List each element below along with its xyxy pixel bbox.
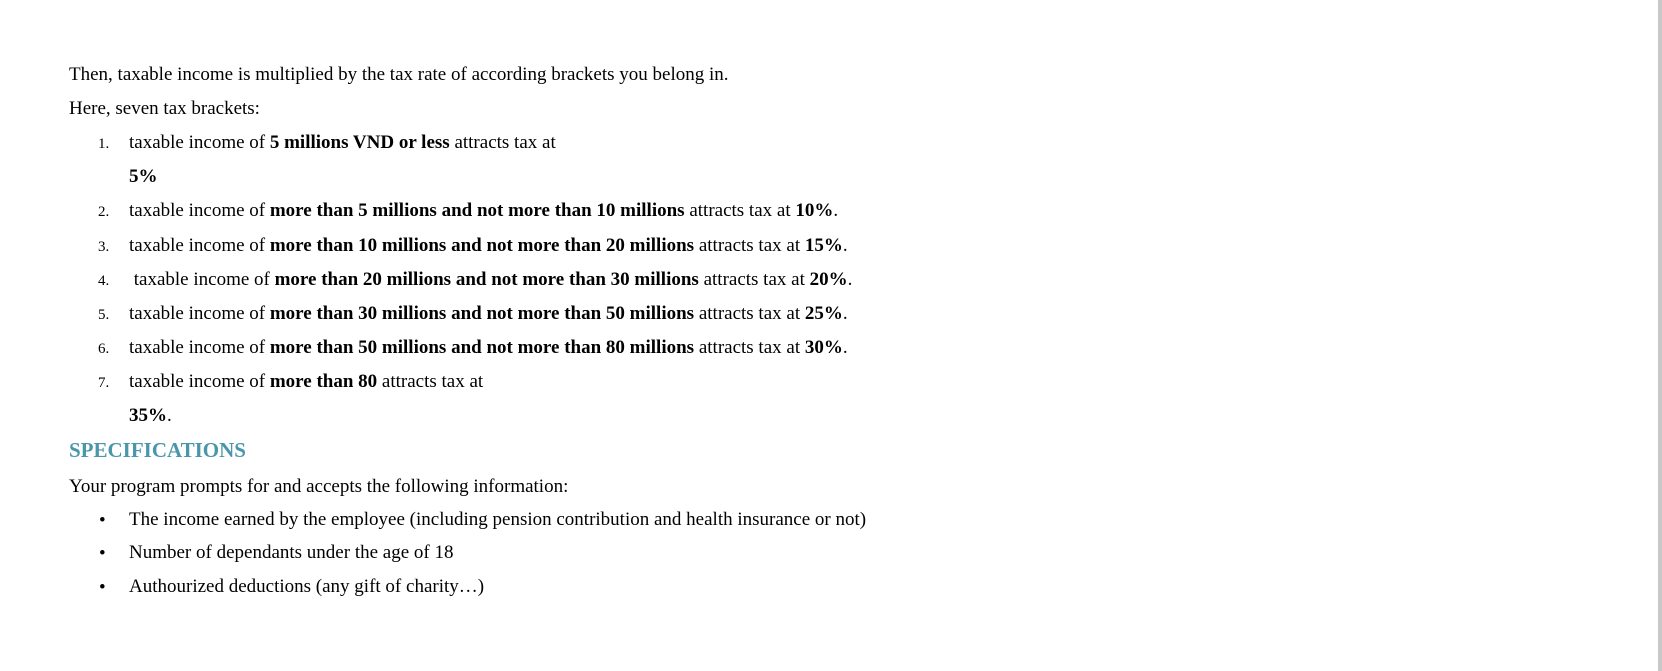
intro-line: Then, taxable income is multiplied by the tax rate of according brackets you belong in. [69,64,729,85]
section-heading: SPECIFICATIONS [69,438,246,462]
list-item: taxable income of more than 30 millions and not more than 50 millions attracts tax at 25%. [129,303,848,324]
list-number: 5. [98,307,110,323]
list-number: 7. [98,375,110,391]
bullet-icon: • [99,510,106,531]
list-item-continuation: 5% [129,166,158,187]
bullet-icon: • [99,577,106,598]
list-number: 6. [98,341,110,357]
list-item: taxable income of 5 millions VND or less attracts tax at [129,132,556,153]
list-item: Authourized deductions (any gift of charity…) [129,576,485,597]
list-number: 2. [98,204,110,220]
list-item: taxable income of more than 20 millions and not more than 30 millions attracts tax at 20%. [129,269,853,290]
list-item: taxable income of more than 10 millions and not more than 20 millions attracts tax at 15%. [129,235,848,256]
list-item: taxable income of more than 50 millions and not more than 80 millions attracts tax at 30%. [129,337,848,358]
list-item: taxable income of more than 80 attracts tax at [129,371,484,392]
list-number: 3. [98,239,110,255]
brackets-intro: Here, seven tax brackets: [69,98,260,119]
list-number: 4. [98,273,110,289]
list-item: taxable income of more than 5 millions and not more than 10 millions attracts tax at 10%. [129,200,839,221]
list-item: Number of dependants under the age of 18 [129,542,454,563]
specs-intro: Your program prompts for and accepts the following information: [69,476,569,497]
list-number: 1. [98,136,110,152]
list-item-continuation: 35%. [129,405,172,426]
list-item: The income earned by the employee (including pension contribution and health insurance or not) [129,509,867,530]
window-edge [1658,0,1662,671]
bullet-icon: • [99,543,106,564]
